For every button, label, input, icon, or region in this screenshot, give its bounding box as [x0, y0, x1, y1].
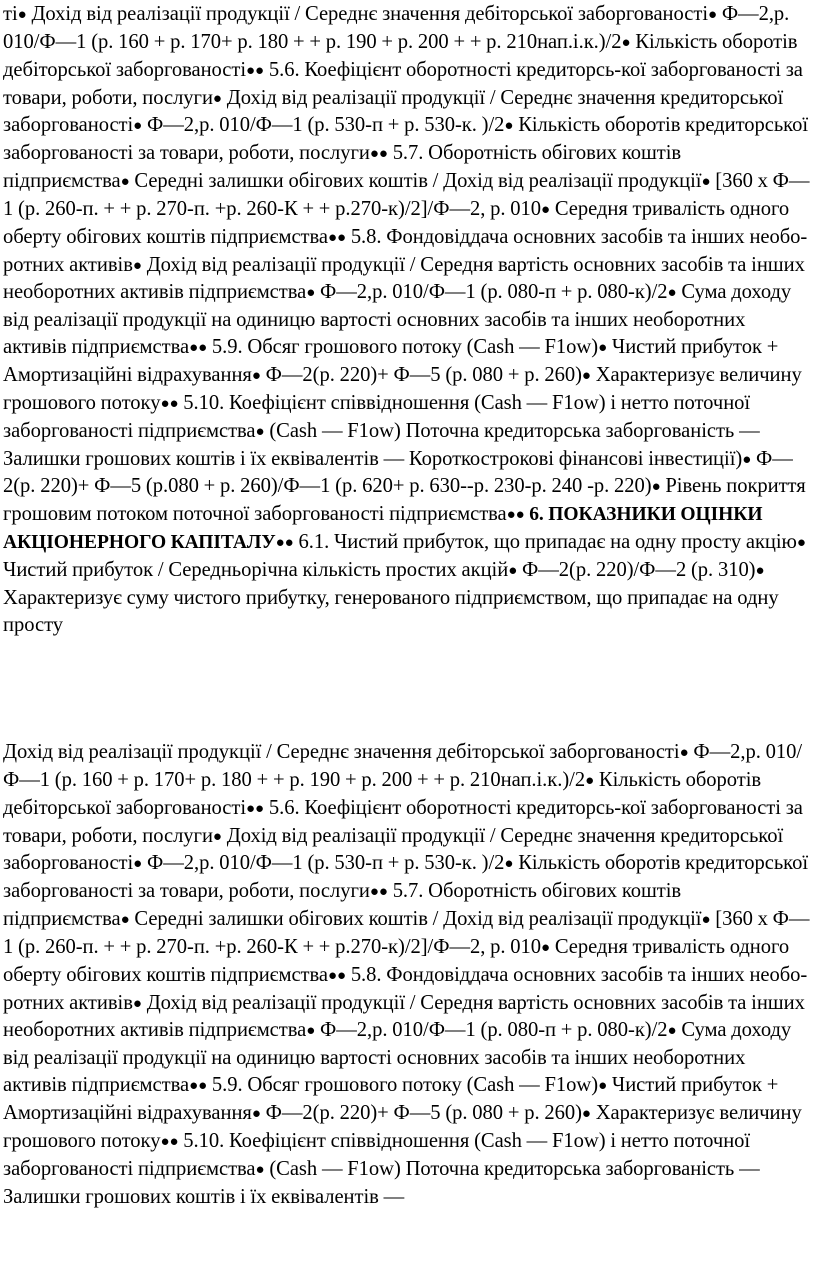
- text-segment: Ф—2(р. 220)+ Ф—5 (р. 080 + р. 260): [260, 1101, 582, 1124]
- text-block-main: [3, 1, 811, 638]
- text-segment: Характеризує величину грошового потоку: [3, 1101, 802, 1152]
- bullet-icon: ●: [378, 146, 388, 163]
- bullet-icon: ●: [598, 340, 608, 357]
- bullet-icon: ●: [581, 367, 591, 384]
- bullet-icon: ●: [506, 507, 516, 524]
- text-segment: [360 х Ф—1 (р. 260-п. + + р. 270-п. +р. 260-К + + р.270-к)/2]/Ф—2, р. 010: [3, 170, 810, 220]
- bullet-icon: ●: [337, 229, 347, 246]
- bullet-icon: ●: [251, 367, 261, 384]
- text-segment: Ф—2(р. 220)+ Ф—5 (р.080 + р. 260)/Ф—1 (р. 620+ р. 630--р. 230-р. 240 -р. 220): [3, 447, 793, 498]
- section-heading: 6. ПОКАЗНИКИ ОЦІНКИ АКЦІОНЕРНОГО КАПІТАЛУ: [3, 504, 763, 554]
- text-segment: Кількість оборотів кредиторської заборгованості за товари, роботи, послуги: [3, 114, 809, 165]
- bullet-icon: ●: [17, 7, 27, 23]
- bullet-icon: ●: [541, 201, 551, 218]
- bullet-icon: ●: [160, 1133, 170, 1150]
- bullet-icon: ●: [585, 772, 595, 789]
- text-segment: Ф—2(р. 220)+ Ф—5 (р. 080 + р. 260): [260, 363, 582, 386]
- text-segment: Ф—2,р. 010/Ф—1 (р. 530-п + р. 530-к. )/2: [142, 852, 505, 875]
- bullet-icon: ●: [598, 1078, 608, 1095]
- text-segment: Рівень покриття грошовим потоком поточної заборгованості підприємства: [3, 475, 806, 526]
- bullet-icon: ●: [189, 1078, 199, 1095]
- bullet-icon: ●: [189, 340, 199, 357]
- text-segment: 5.6. Коефіцієнт оборотності кредиторсь-кої заборгованості за товари, роботи, послуги: [3, 796, 803, 847]
- text-segment: 5.9. Обсяг грошового потоку (Cash — F1ow): [207, 336, 599, 359]
- text-segment: Ф—2,р. 010/Ф—1 (р. 160 + р. 170+ р. 180 + + р. 190 + р. 200 + + р. 210нап.і.к.)/2: [3, 3, 790, 53]
- text-segment: Дохід від реалізації продукції / Середнє значення дебіторської заборгованості: [3, 741, 680, 763]
- bullet-icon: ●: [275, 535, 285, 552]
- bullet-icon: ●: [504, 118, 514, 135]
- text-segment: 5.7. Оборотність обігових коштів підприємства: [3, 142, 682, 193]
- bullet-icon: ●: [284, 535, 294, 552]
- text-segment: Кількість оборотів дебіторської заборгованості: [3, 768, 762, 819]
- text-segment: 5.8. Фондовіддача основних засобів та інших необо-ротних активів: [3, 225, 808, 276]
- text-segment: Ф—2(р. 220)/Ф—2 (р. 310): [517, 558, 756, 581]
- bullet-icon: ●: [212, 828, 222, 845]
- bullet-icon: ●: [667, 1023, 677, 1040]
- text-segment: Середня тривалість одного оберту обігових коштів підприємства: [3, 197, 790, 248]
- bullet-icon: ●: [255, 1161, 265, 1178]
- bullet-icon: ●: [796, 535, 806, 552]
- text-block-repeated: [3, 739, 811, 1210]
- text-segment: Дохід від реалізації продукції / Середнє значення кредиторської заборгованості: [3, 86, 784, 137]
- text-segment: 5.6. Коефіцієнт оборотності кредиторсь-кої заборгованості за товари, роботи, послуги: [3, 58, 803, 109]
- text-segment: Сума доходу від реалізації продукції на одиницю вартості основних засобів та інших необоротних активів підприємства: [3, 281, 792, 359]
- text-segment: Ф—2,р. 010/Ф—1 (р. 080-п + р. 080-к)/2: [315, 281, 668, 304]
- bullet-icon: ●: [369, 884, 379, 901]
- bullet-icon: ●: [133, 856, 143, 873]
- bullet-icon: ●: [708, 7, 718, 23]
- text-segment: Ф—2,р. 010/Ф—1 (р. 160 + р. 170+ р. 180 + + р. 190 + р. 200 + + р. 210нап.і.к.)/2: [3, 741, 803, 791]
- bullet-icon: ●: [169, 1133, 179, 1150]
- bullet-icon: ●: [212, 90, 222, 107]
- bullet-icon: ●: [120, 174, 130, 191]
- bullet-icon: ●: [132, 995, 142, 1012]
- text-segment: Чистий прибуток / Середньорічна кількість простих акцій: [3, 558, 509, 581]
- bullet-icon: ●: [327, 967, 337, 984]
- bullet-icon: ●: [621, 34, 631, 51]
- bullet-icon: ●: [327, 229, 337, 246]
- text-segment: [360 х Ф—1 (р. 260-п. + + р. 270-п. +р. 260-К + + р.270-к)/2]/Ф—2, р. 010: [3, 908, 810, 958]
- text-segment: Дохід від реалізації продукції / Середня вартість основних засобів та інших необоротних активів підприємства: [3, 991, 805, 1042]
- text-segment: 5.8. Фондовіддача основних засобів та інших необо-ротних активів: [3, 963, 808, 1014]
- text-segment: Характеризує величину грошового потоку: [3, 363, 802, 414]
- bullet-icon: ●: [369, 146, 379, 163]
- text-segment: 5.10. Коефіцієнт співвідношення (Cash — F1ow) і нетто поточної заборгованості підприємства: [3, 1129, 751, 1180]
- bullet-icon: ●: [701, 912, 711, 929]
- bullet-icon: ●: [246, 62, 256, 79]
- text-segment: (Cash — F1ow) Поточна кредиторська заборгованість — Залишки грошових коштів і їх еквівалентів —: [3, 1157, 760, 1208]
- text-segment: Середні залишки обігових коштів / Дохід від реалізації продукції: [129, 170, 702, 193]
- bullet-icon: ●: [251, 1105, 261, 1122]
- text-segment: ті: [3, 3, 18, 25]
- bullet-icon: ●: [132, 257, 142, 274]
- bullet-icon: ●: [378, 884, 388, 901]
- bullet-icon: ●: [581, 1105, 591, 1122]
- text-segment: 6.1. Чистий прибуток, що припадає на одну просту акцію: [293, 531, 797, 554]
- bullet-icon: ●: [504, 856, 514, 873]
- text-segment: 5.9. Обсяг грошового потоку (Cash — F1ow): [207, 1074, 599, 1097]
- bullet-icon: ●: [133, 118, 143, 135]
- text-segment: Сума доходу від реалізації продукції на одиницю вартості основних засобів та інших необоротних активів підприємства: [3, 1019, 792, 1097]
- text-segment: Дохід від реалізації продукції / Середнє значення дебіторської заборгованості: [26, 3, 708, 25]
- text-segment: Ф—2,р. 010/Ф—1 (р. 080-п + р. 080-к)/2: [315, 1019, 668, 1042]
- bullet-icon: ●: [255, 800, 265, 817]
- bullet-icon: ●: [306, 285, 316, 302]
- bullet-icon: ●: [651, 479, 661, 496]
- bullet-icon: ●: [701, 174, 711, 191]
- text-segment: Середня тривалість одного оберту обігових коштів підприємства: [3, 935, 790, 986]
- bullet-icon: ●: [667, 285, 677, 302]
- bullet-icon: ●: [337, 967, 347, 984]
- text-segment: Ф—2,р. 010/Ф—1 (р. 530-п + р. 530-к. )/2: [142, 114, 505, 137]
- bullet-icon: ●: [255, 62, 265, 79]
- text-segment: Чистий прибуток + Амортизаційні відрахування: [3, 336, 779, 386]
- bullet-icon: ●: [742, 451, 752, 468]
- bullet-icon: ●: [679, 745, 689, 761]
- text-segment: Характеризує суму чистого прибутку, генерованого підприємством, що припадає на одну просту: [3, 586, 779, 636]
- bullet-icon: ●: [508, 562, 518, 579]
- bullet-icon: ●: [246, 800, 256, 817]
- bullet-icon: ●: [120, 912, 130, 929]
- bullet-icon: ●: [515, 507, 525, 524]
- text-segment: Дохід від реалізації продукції / Середня вартість основних засобів та інших необоротних активів підприємства: [3, 253, 805, 304]
- bullet-icon: ●: [755, 562, 765, 579]
- bullet-icon: ●: [198, 1078, 208, 1095]
- text-segment: Чистий прибуток + Амортизаційні відрахування: [3, 1074, 779, 1124]
- text-segment: 5.10. Коефіцієнт співвідношення (Cash — F1ow) і нетто поточної заборгованості підприємства: [3, 391, 751, 442]
- bullet-icon: ●: [306, 1023, 316, 1040]
- text-segment: (Cash — F1ow) Поточна кредиторська заборгованість — Залишки грошових коштів і їх еквівалентів — Короткострокові фінансові інвестиції): [3, 419, 760, 470]
- bullet-icon: ●: [198, 340, 208, 357]
- text-segment: 5.7. Оборотність обігових коштів підприємства: [3, 880, 682, 931]
- text-segment: Кількість оборотів кредиторської заборгованості за товари, роботи, послуги: [3, 852, 809, 903]
- bullet-icon: ●: [541, 939, 551, 956]
- bullet-icon: ●: [160, 395, 170, 412]
- text-segment: Середні залишки обігових коштів / Дохід від реалізації продукції: [129, 908, 702, 931]
- text-segment: Дохід від реалізації продукції / Середнє значення кредиторської заборгованості: [3, 824, 784, 875]
- text-segment: Кількість оборотів дебіторської заборгованості: [3, 30, 798, 81]
- bullet-icon: ●: [169, 395, 179, 412]
- bullet-icon: ●: [255, 423, 265, 440]
